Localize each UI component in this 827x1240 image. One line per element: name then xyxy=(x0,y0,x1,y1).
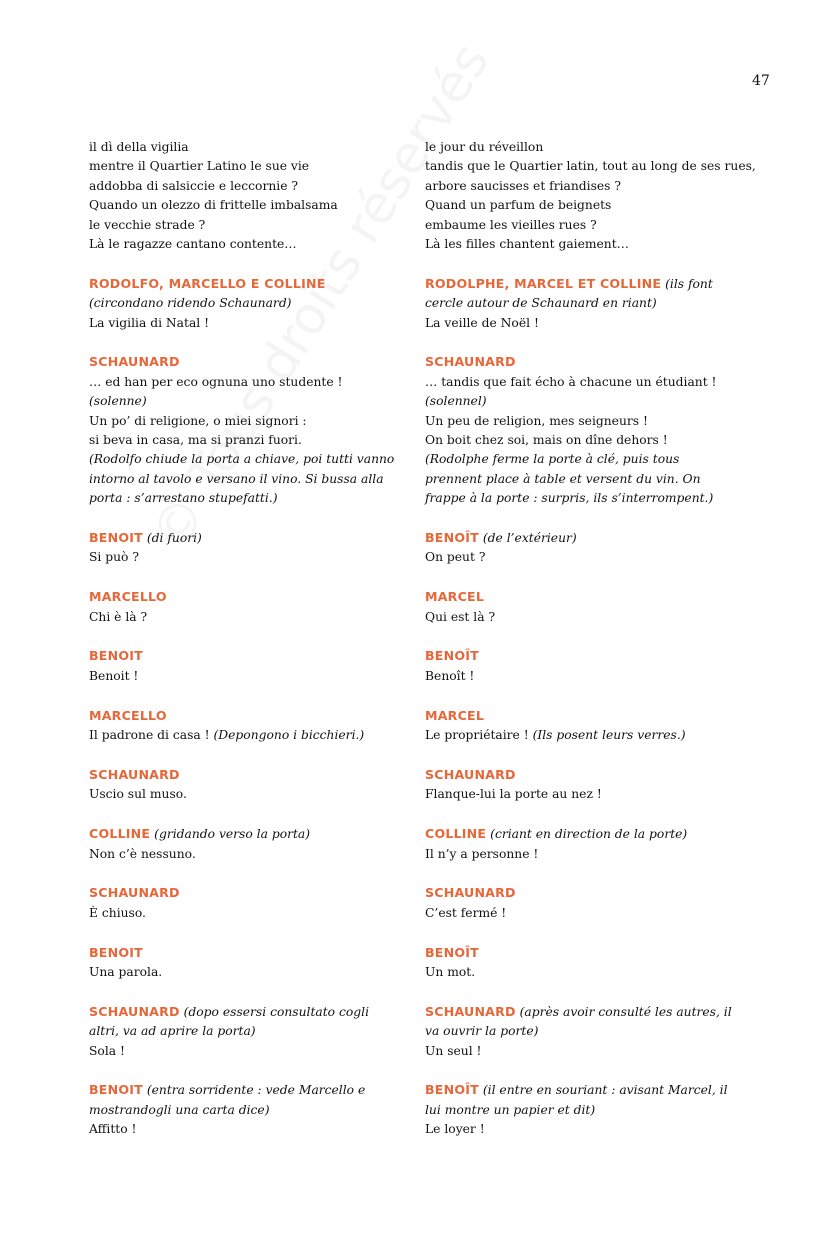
speaker-line xyxy=(89,706,419,726)
block-spacer xyxy=(89,1061,419,1080)
page-number: 47 xyxy=(752,73,770,89)
block-spacer xyxy=(89,333,419,352)
speaker-line xyxy=(89,646,419,666)
block-spacer xyxy=(425,254,755,273)
block-spacer xyxy=(425,923,755,942)
block-spacer xyxy=(89,686,419,705)
speaker-line xyxy=(425,587,755,607)
dialogue-block xyxy=(89,587,419,627)
stage-direction: (entra sorridente : vede Marcello e xyxy=(146,1083,366,1098)
sung-text: Qui est là ? xyxy=(425,609,496,624)
stage-direction: frappe à la porte : surpris, ils s’interrompent.) xyxy=(425,491,714,506)
speaker-line xyxy=(425,528,755,548)
stage-direction: porta : s’arrestano stupefatti.) xyxy=(89,491,278,506)
dialogue-block xyxy=(89,528,419,568)
dialogue-block xyxy=(89,1080,419,1139)
speaker-line xyxy=(425,765,755,785)
block-spacer xyxy=(89,746,419,765)
sung-text: Benoît ! xyxy=(425,668,475,683)
block-spacer xyxy=(89,509,419,528)
speaker-name: MARCELLO xyxy=(89,707,167,723)
speaker-line xyxy=(425,1080,755,1100)
dialogue-block xyxy=(89,138,419,254)
speaker-name: SCHAUNARD xyxy=(425,354,516,370)
sung-text: Affitto ! xyxy=(89,1122,137,1137)
dialogue-block xyxy=(425,824,755,864)
sung-text: … tandis que fait écho à chacune un étudiant ! xyxy=(425,374,717,389)
speaker-name: COLLINE xyxy=(89,826,151,842)
sung-text: Un po’ di religione, o miei signori : xyxy=(89,413,307,428)
stage-direction: (criant en direction de la porte) xyxy=(490,827,688,842)
speaker-name: MARCEL xyxy=(425,707,485,723)
dialogue-block xyxy=(89,824,419,864)
stage-direction: (après avoir consulté les autres, il xyxy=(519,1004,732,1019)
speaker-name: SCHAUNARD xyxy=(89,885,180,901)
speaker-name: BENOIT xyxy=(89,648,143,664)
dialogue-block xyxy=(89,765,419,805)
stage-direction: (Rodolphe ferme la porte à clé, puis tous xyxy=(425,452,680,467)
block-spacer xyxy=(425,982,755,1001)
sung-text-line xyxy=(89,726,419,745)
speaker-name: COLLINE xyxy=(425,826,487,842)
block-spacer xyxy=(89,864,419,883)
speaker-name: SCHAUNARD xyxy=(89,1003,180,1019)
speaker-line xyxy=(425,352,755,372)
sung-text: Chi è là ? xyxy=(89,609,148,624)
speaker-line xyxy=(425,1002,755,1022)
block-spacer xyxy=(425,1061,755,1080)
block-spacer xyxy=(425,627,755,646)
speaker-line xyxy=(89,765,419,785)
stage-direction: (solenne) xyxy=(89,394,147,409)
sung-text: C’est fermé ! xyxy=(425,905,507,920)
sung-text: il dì della vigilia xyxy=(89,140,189,154)
speaker-line xyxy=(89,352,419,372)
dialogue-block xyxy=(425,1080,755,1139)
dialogue-block xyxy=(89,352,419,508)
sung-text: La veille de Noël ! xyxy=(425,315,539,330)
sung-text: Un peu de religion, mes seigneurs ! xyxy=(425,413,648,428)
sung-text: Benoit ! xyxy=(89,668,139,683)
speaker-line xyxy=(425,274,755,294)
speaker-line xyxy=(425,943,755,963)
sung-text: … ed han per eco ognuna uno studente ! xyxy=(89,374,343,389)
block-spacer xyxy=(425,568,755,587)
speaker-name: MARCEL xyxy=(425,589,485,605)
stage-direction: prennent place à table et versent du vin. On xyxy=(425,471,701,486)
sung-text: Il padrone di casa ! xyxy=(89,728,214,743)
stage-direction: (solennel) xyxy=(425,394,487,409)
dialogue-block xyxy=(425,528,755,568)
block-spacer xyxy=(89,568,419,587)
stage-direction: (il entre en souriant : avisant Marcel, il xyxy=(482,1083,728,1098)
dialogue-block xyxy=(425,587,755,627)
dialogue-block xyxy=(425,1002,755,1061)
speaker-name: SCHAUNARD xyxy=(425,885,516,901)
speaker-line xyxy=(425,706,755,726)
sung-text: Le loyer ! xyxy=(425,1122,485,1137)
speaker-name: MARCELLO xyxy=(89,589,167,605)
stage-direction: (de l’extérieur) xyxy=(482,531,577,546)
sung-text: Una parola. xyxy=(89,964,163,979)
dialogue-block xyxy=(425,646,755,686)
stage-direction: cercle autour de Schaunard en riant) xyxy=(425,296,657,311)
dialogue-block xyxy=(89,646,419,686)
dialogue-block xyxy=(425,883,755,923)
speaker-name: BENOÎT xyxy=(425,1082,479,1098)
block-spacer xyxy=(425,509,755,528)
sung-text: Flanque-lui la porte au nez ! xyxy=(425,787,602,802)
sung-text: Un mot. xyxy=(425,964,476,979)
block-spacer xyxy=(425,805,755,824)
sung-text: On boit chez soi, mais on dîne dehors ! xyxy=(425,433,668,448)
sung-text: arbore saucisses et friandises ? xyxy=(425,178,621,193)
stage-direction: (ils font xyxy=(665,276,713,291)
sung-text: le vecchie strade ? xyxy=(89,217,206,232)
dialogue-block xyxy=(425,943,755,983)
stage-direction: intorno al tavolo e versano il vino. Si bussa alla xyxy=(89,471,384,486)
sung-text: Sola ! xyxy=(89,1043,125,1058)
block-spacer xyxy=(425,746,755,765)
sung-text: Quando un olezzo di frittelle imbalsama xyxy=(89,198,338,213)
sung-text: È chiuso. xyxy=(89,905,146,920)
sung-text: Un seul ! xyxy=(425,1043,482,1058)
sung-text: Quand un parfum de beignets xyxy=(425,198,612,213)
speaker-name: SCHAUNARD xyxy=(89,354,180,370)
block-spacer xyxy=(89,982,419,1001)
stage-direction: (circondano ridendo Schaunard) xyxy=(89,296,292,311)
speaker-name: BENOIT xyxy=(89,1082,143,1098)
stage-direction: (Rodolfo chiude la porta a chiave, poi tutti vanno xyxy=(89,452,395,467)
sung-text: La vigilia di Natal ! xyxy=(89,315,210,330)
speaker-name: BENOÎT xyxy=(425,944,479,960)
dialogue-block xyxy=(89,883,419,923)
dialogue-block xyxy=(425,706,755,746)
sung-text: mentre il Quartier Latino le sue vie xyxy=(89,159,310,174)
speaker-name: RODOLFO, MARCELLO E COLLINE xyxy=(89,275,326,291)
sung-text: le jour du réveillon xyxy=(425,140,544,154)
sung-text: Il n’y a personne ! xyxy=(425,846,539,861)
dialogue-block xyxy=(425,138,755,254)
sung-text: tandis que le Quartier latin, tout au long de ses rues, xyxy=(425,159,756,174)
sung-text: addobba di salsiccie e leccornie ? xyxy=(89,178,298,193)
sung-text: On peut ? xyxy=(425,550,486,565)
speaker-line xyxy=(89,883,419,903)
sung-text: Là les filles chantent gaiement… xyxy=(425,237,629,252)
stage-direction: (gridando verso la porta) xyxy=(154,827,311,842)
speaker-name: BENOÎT xyxy=(425,530,479,546)
dialogue-block xyxy=(89,274,419,333)
sung-text: si beva in casa, ma si pranzi fuori. xyxy=(89,433,302,448)
dialogue-block xyxy=(425,765,755,805)
speaker-name: SCHAUNARD xyxy=(425,1003,516,1019)
italian-column xyxy=(89,138,419,1140)
french-column xyxy=(425,138,755,1140)
speaker-line xyxy=(89,1002,419,1022)
speaker-line xyxy=(89,824,419,844)
block-spacer xyxy=(89,805,419,824)
speaker-name: SCHAUNARD xyxy=(89,766,180,782)
stage-direction: mostrandogli una carta dice) xyxy=(89,1102,270,1117)
speaker-line xyxy=(89,274,419,294)
stage-direction: va ouvrir la porte) xyxy=(425,1024,539,1039)
stage-direction: (Ils posent leurs verres.) xyxy=(532,728,686,743)
sung-text: embaume les vieilles rues ? xyxy=(425,217,597,232)
sung-text: Le propriétaire ! xyxy=(425,728,533,743)
sung-text: Si può ? xyxy=(89,550,139,565)
speaker-line xyxy=(425,883,755,903)
speaker-line xyxy=(425,646,755,666)
speaker-line xyxy=(89,587,419,607)
speaker-name: BENOIT xyxy=(89,530,143,546)
stage-direction: (Depongono i bicchieri.) xyxy=(213,728,365,743)
speaker-line xyxy=(89,943,419,963)
stage-direction: (dopo essersi consultato cogli xyxy=(183,1004,369,1019)
dialogue-block xyxy=(425,274,755,333)
block-spacer xyxy=(89,627,419,646)
speaker-line xyxy=(425,824,755,844)
stage-direction: (di fuori) xyxy=(146,531,202,546)
stage-direction: altri, va ad aprire la porta) xyxy=(89,1024,256,1039)
speaker-line xyxy=(89,528,419,548)
stage-direction: lui montre un papier et dit) xyxy=(425,1102,596,1117)
speaker-line xyxy=(89,1080,419,1100)
block-spacer xyxy=(425,686,755,705)
block-spacer xyxy=(425,333,755,352)
speaker-name: BENOIT xyxy=(89,944,143,960)
speaker-name: RODOLPHE, MARCEL ET COLLINE xyxy=(425,275,662,291)
block-spacer xyxy=(89,254,419,273)
dialogue-block xyxy=(89,1002,419,1061)
sung-text: Uscio sul muso. xyxy=(89,787,187,802)
sung-text: Non c’è nessuno. xyxy=(89,846,196,861)
block-spacer xyxy=(425,864,755,883)
speaker-name: SCHAUNARD xyxy=(425,766,516,782)
dialogue-block xyxy=(89,943,419,983)
speaker-name: BENOÎT xyxy=(425,648,479,664)
dialogue-block xyxy=(425,352,755,508)
sung-text: Là le ragazze cantano contente… xyxy=(89,237,297,252)
block-spacer xyxy=(89,923,419,942)
dialogue-block xyxy=(89,706,419,746)
sung-text-line xyxy=(425,726,755,745)
